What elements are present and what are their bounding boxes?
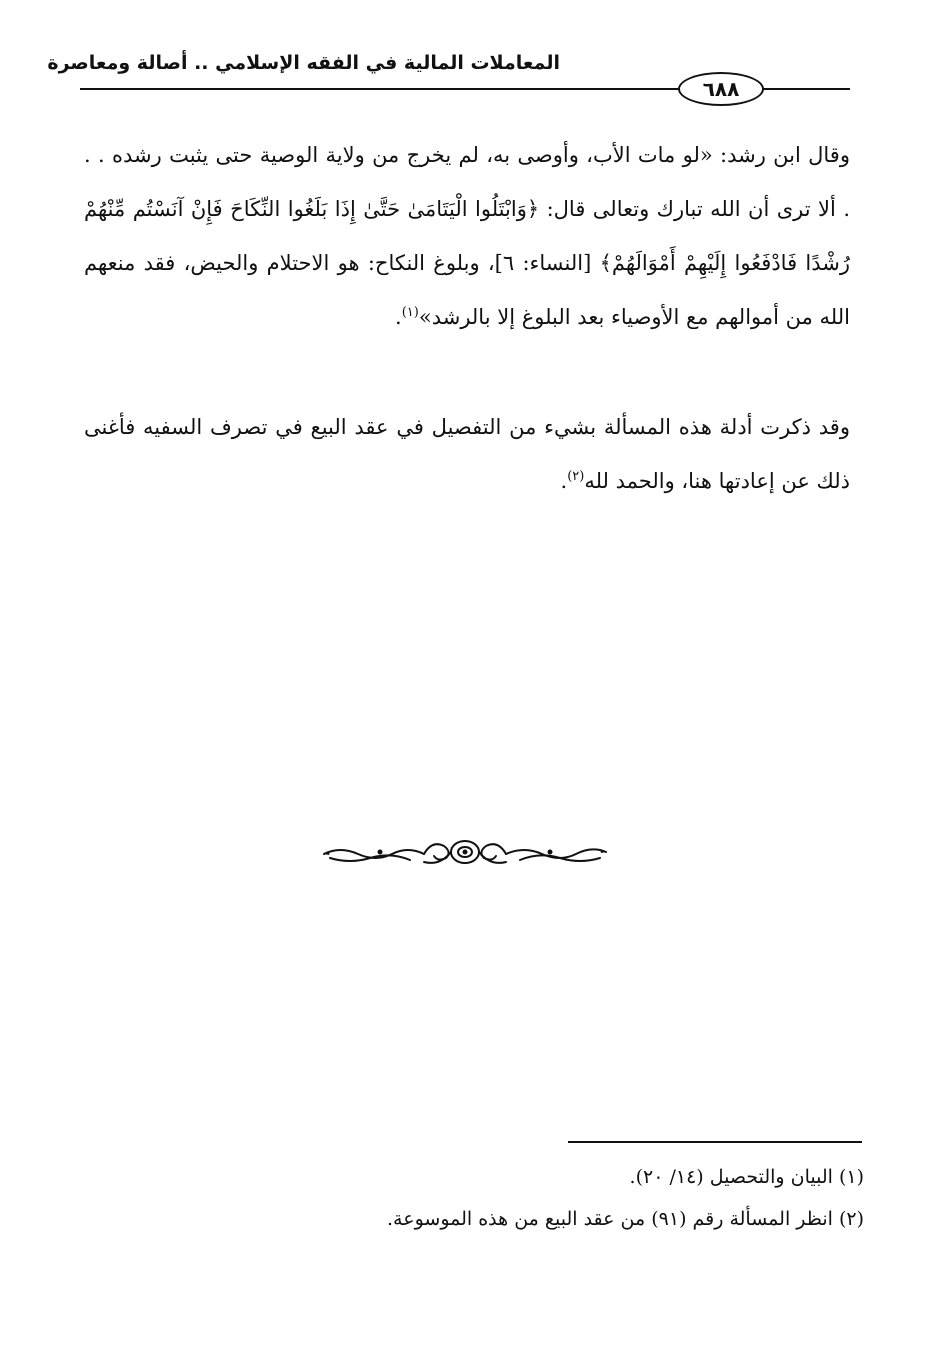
running-header-title: المعاملات المالية في الفقه الإسلامي .. أصالة ومعاصرة [47, 52, 560, 74]
footnote-2: (٢) انظر المسألة رقم (٩١) من عقد البيع من هذه الموسوعة. [387, 1208, 864, 1230]
paragraph-1-text: وقال ابن رشد: «لو مات الأب، وأوصى به، لم يخرج من ولاية الوصية حتى يثبت رشده . . . ألا ترى أن الله تبارك وتعالى قال: ﴿وَابْتَلُوا الْيَتَامَىٰ حَتَّىٰ إِذَا بَلَغُوا النِّكَاحَ فَإِنْ آنَسْتُم مِّنْهُمْ رُشْدًا فَادْفَعُوا إِلَيْهِمْ أَمْوَالَهُمْ﴾ [النساء: ٦]، وبلوغ النكاح: هو الاحتلام والحيض، فقد منعهم الله من أموالهم مع الأوصياء بعد البلوغ إلا بالرشد» [84, 143, 850, 329]
footnote-separator [568, 1141, 862, 1143]
footnote-ref-2[interactable]: (٢) [567, 469, 585, 484]
decorative-flourish-icon [320, 832, 610, 872]
body-paragraph-2 [84, 400, 850, 508]
page-number: ٦٨٨ [678, 72, 764, 106]
paragraph-2-text: وقد ذكرت أدلة هذه المسألة بشيء من التفصيل في عقد البيع في تصرف السفيه فأغنى ذلك عن إعادتها هنا، والحمد لله [84, 415, 850, 493]
footnote-1: (١) البيان والتحصيل (١٤/ ٢٠). [629, 1166, 864, 1188]
paragraph-1-end: . [395, 305, 402, 329]
body-paragraph-1 [84, 128, 850, 344]
footnote-ref-1[interactable]: (١) [401, 305, 419, 320]
paragraph-2-end: . [560, 469, 568, 493]
